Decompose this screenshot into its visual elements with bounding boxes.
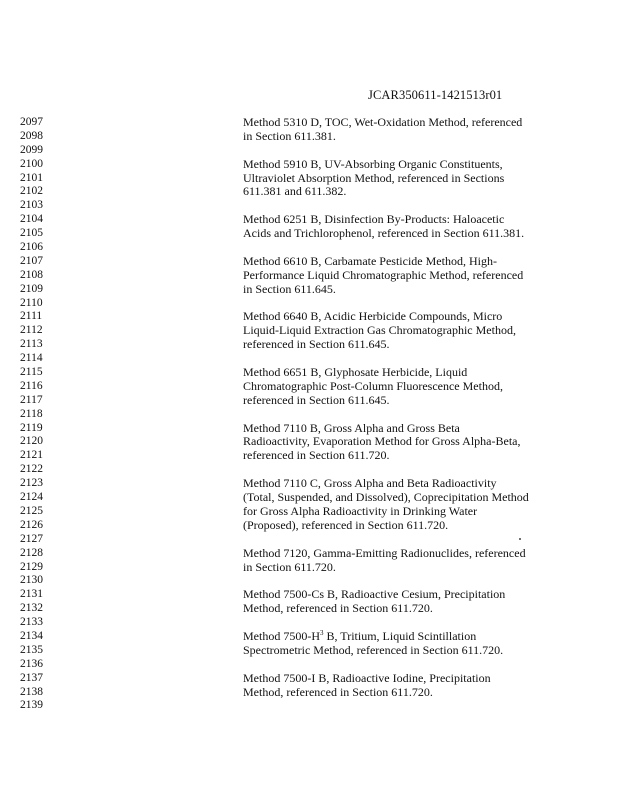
line-number: 2099 bbox=[20, 143, 43, 156]
line-number: 2109 bbox=[20, 282, 43, 295]
line-number: 2118 bbox=[20, 407, 43, 420]
entry-line: Method 6651 B, Glyphosate Herbicide, Liquid bbox=[243, 365, 468, 380]
line-number: 2123 bbox=[20, 477, 43, 490]
entry-line: Method 7500-I B, Radioactive Iodine, Precipitation bbox=[243, 670, 491, 685]
entry-line: referenced in Section 611.645. bbox=[243, 337, 390, 352]
line-number: 2129 bbox=[20, 560, 43, 573]
entry-line: Performance Liquid Chromatographic Method, referenced bbox=[243, 267, 524, 282]
line-number: 2098 bbox=[20, 129, 43, 142]
blank-line bbox=[243, 699, 583, 713]
blank-line bbox=[243, 574, 583, 588]
line-number: 2126 bbox=[20, 518, 43, 531]
entry-line: Method 6610 B, Carbamate Pesticide Method, High- bbox=[243, 253, 497, 268]
line-number: 2128 bbox=[20, 546, 43, 559]
line-number: 2119 bbox=[20, 421, 43, 434]
entry-line: Radioactivity, Evaporation Method for Gross Alpha-Beta, bbox=[243, 434, 521, 449]
entry-line: Ultraviolet Absorption Method, referenced in Sections bbox=[243, 170, 505, 185]
line-number: 2132 bbox=[20, 602, 43, 615]
entry-line-tritium bbox=[243, 630, 583, 644]
line-number: 2139 bbox=[20, 699, 43, 712]
blank-line bbox=[243, 533, 583, 547]
tritium-method-lead: Method 7500-H bbox=[243, 628, 320, 643]
entry-line: Method 6640 B, Acidic Herbicide Compounds, Micro bbox=[243, 309, 503, 324]
line-number: 2131 bbox=[20, 588, 43, 601]
entry-line: Chromatographic Post-Column Fluorescence Method, bbox=[243, 378, 503, 393]
entry-line: Method 5310 D, TOC, Wet-Oxidation Method, referenced bbox=[243, 115, 523, 129]
method-list bbox=[243, 116, 583, 713]
line-number: 2107 bbox=[20, 254, 43, 267]
line-number: 2106 bbox=[20, 241, 43, 254]
blank-line bbox=[243, 144, 583, 158]
line-number: 2122 bbox=[20, 463, 43, 476]
document-id-header: JCAR350611-1421513r01 bbox=[368, 88, 503, 102]
entry-line: for Gross Alpha Radioactivity in Drinking Water bbox=[243, 503, 478, 518]
entry-line: 611.381 and 611.382. bbox=[243, 184, 347, 199]
line-number: 2117 bbox=[20, 393, 43, 406]
line-number: 2100 bbox=[20, 157, 43, 170]
entry-line: Spectrometric Method, referenced in Section 611.720. bbox=[243, 642, 504, 657]
line-number: 2135 bbox=[20, 643, 43, 656]
line-number: 2130 bbox=[20, 574, 43, 587]
blank-line bbox=[243, 352, 583, 366]
entry-line: Method 7110 B, Gross Alpha and Gross Beta bbox=[243, 420, 460, 435]
line-number: 2136 bbox=[20, 657, 43, 670]
tritium-method-rest: B, Tritium, Liquid Scintillation bbox=[326, 628, 477, 643]
line-number: 2116 bbox=[20, 379, 43, 392]
line-number: 2115 bbox=[20, 366, 43, 379]
line-number: 2127 bbox=[20, 532, 43, 545]
entry-line: in Section 611.720. bbox=[243, 559, 336, 574]
line-number: 2112 bbox=[20, 324, 43, 337]
entry-line: Method 7500-Cs B, Radioactive Cesium, Precipitation bbox=[243, 587, 506, 602]
scan-speck bbox=[519, 538, 521, 540]
line-number: 2111 bbox=[20, 310, 43, 323]
entry-line: in Section 611.381. bbox=[243, 128, 336, 143]
line-number-gutter bbox=[20, 116, 70, 713]
line-number: 2121 bbox=[20, 449, 43, 462]
blank-line bbox=[243, 408, 583, 422]
line-number: 2108 bbox=[20, 268, 43, 281]
entry-line: Method 5910 B, UV-Absorbing Organic Constituents, bbox=[243, 156, 503, 171]
blank-line bbox=[243, 463, 583, 477]
line-number: 2114 bbox=[20, 352, 43, 365]
entry-line: in Section 611.645. bbox=[243, 281, 336, 296]
entry-line: Method, referenced in Section 611.720. bbox=[243, 601, 433, 616]
entry-line: referenced in Section 611.645. bbox=[243, 392, 390, 407]
line-number: 2124 bbox=[20, 491, 43, 504]
line-number: 2137 bbox=[20, 671, 43, 684]
blank-line bbox=[243, 658, 583, 672]
line-number: 2134 bbox=[20, 629, 43, 642]
entry-line: Liquid-Liquid Extraction Gas Chromatographic Method, bbox=[243, 323, 516, 338]
entry-line: (Proposed), referenced in Section 611.720. bbox=[243, 517, 449, 532]
entry-line: Acids and Trichlorophenol, referenced in Section 611.381. bbox=[243, 226, 525, 241]
blank-line bbox=[243, 616, 583, 630]
line-number: 2102 bbox=[20, 185, 43, 198]
entry-line: Method, referenced in Section 611.720. bbox=[243, 684, 433, 699]
line-number: 2125 bbox=[20, 504, 43, 517]
line-number: 2120 bbox=[20, 435, 43, 448]
line-number: 2101 bbox=[20, 171, 43, 184]
tritium-superscript: 3 bbox=[320, 628, 324, 637]
blank-line bbox=[243, 241, 583, 255]
blank-line bbox=[243, 297, 583, 311]
line-number: 2097 bbox=[20, 116, 43, 128]
entry-line: referenced in Section 611.720. bbox=[243, 448, 390, 463]
entry-line: (Total, Suspended, and Dissolved), Coprecipitation Method bbox=[243, 490, 529, 505]
entry-line: Method 6251 B, Disinfection By-Products: Haloacetic bbox=[243, 212, 505, 227]
line-number: 2138 bbox=[20, 685, 43, 698]
line-number: 2110 bbox=[20, 296, 43, 309]
line-number: 2105 bbox=[20, 227, 43, 240]
line-number: 2104 bbox=[20, 213, 43, 226]
blank-line bbox=[243, 199, 583, 213]
line-number: 2133 bbox=[20, 616, 43, 629]
line-number: 2113 bbox=[20, 338, 43, 351]
entry-line: Method 7120, Gamma-Emitting Radionuclides, referenced bbox=[243, 545, 526, 560]
line-number: 2103 bbox=[20, 199, 43, 212]
entry-line: Method 7110 C, Gross Alpha and Beta Radioactivity bbox=[243, 476, 497, 491]
